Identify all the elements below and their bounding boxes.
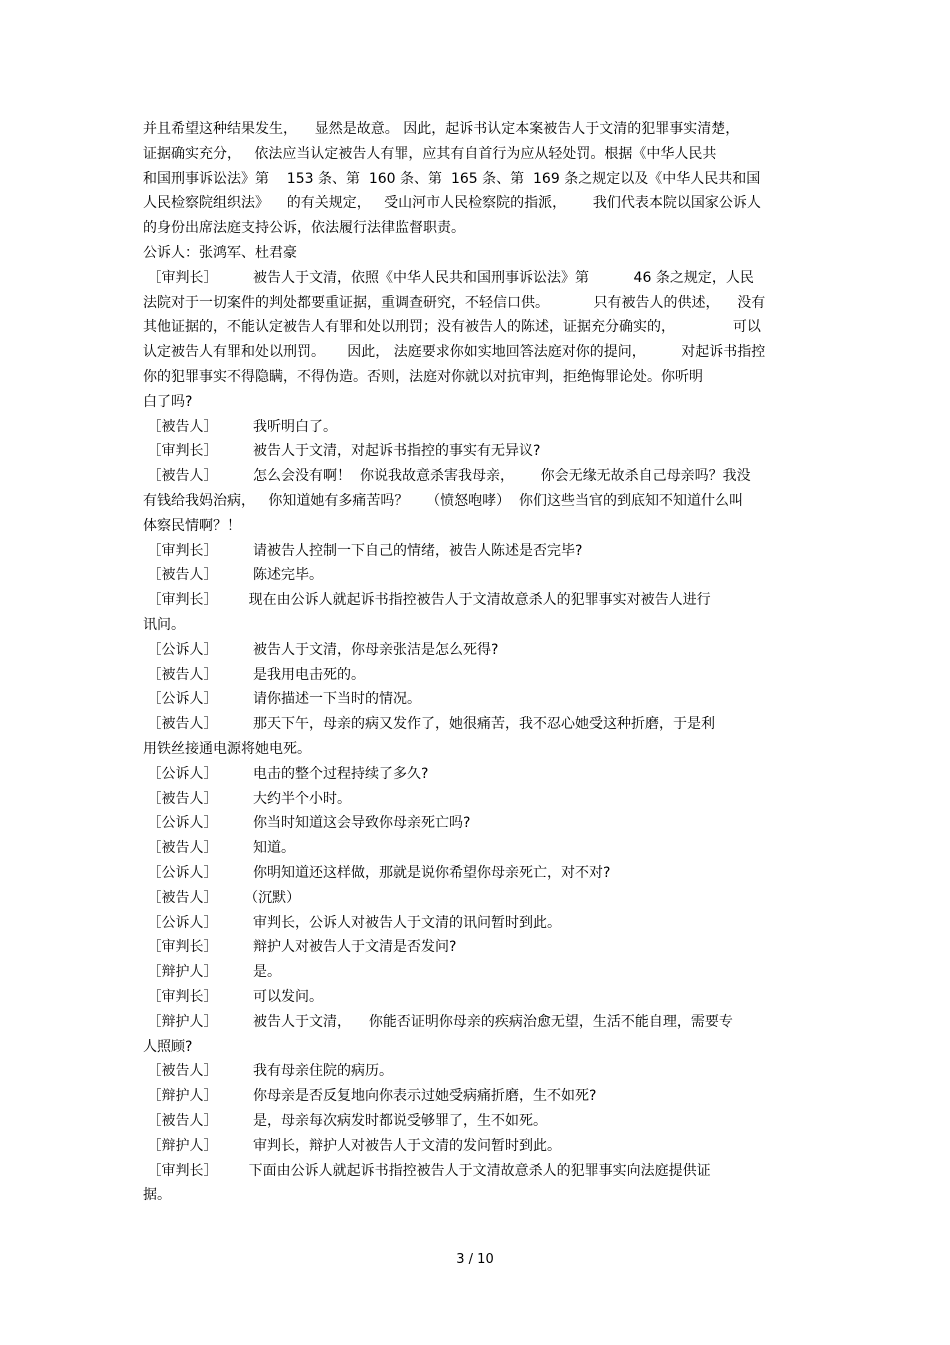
text-line: 认定被告人有罪和处以刑罚。 因此， 法庭要求你如实地回答法庭对你的提问， 对起诉书指控 <box>143 344 766 361</box>
text-line: ［辩护人］ 你母亲是否反复地向你表示过她受病痛折磨，生不如死? <box>143 1088 597 1105</box>
text-line: ［被告人］ 大约半个小时。 <box>143 790 352 807</box>
text-line: 法院对于一切案件的判处都要重证据，重调查研究，不轻信口供。 只有被告人的供述， 没有 <box>143 294 766 311</box>
text-line: 的身份出席法庭支持公诉，依法履行法律监督职责。 <box>143 220 465 237</box>
text-line: ［被告人］ 是我用电击死的。 <box>143 666 366 683</box>
text-line: ［公诉人］ 你当时知道这会导致你母亲死亡吗? <box>143 815 471 832</box>
text-line: ［被告人］ 我有母亲住院的病历。 <box>143 1063 394 1080</box>
text-line: 有钱给我妈治病， 你知道她有多痛苦吗？ （愤怒咆哮） 你们这些当官的到底知不知道什么叫 <box>143 493 744 509</box>
text-line: 和国刑事诉讼法》第 153 条、第 160 条、第 165 条、第 169 条之规定以及《中华人民共和国 <box>143 170 761 187</box>
text-line: ［公诉人］ 请你描述一下当时的情况。 <box>143 691 422 708</box>
text-line: 白了吗? <box>143 393 193 410</box>
text-line: ［被告人］ 是，母亲每次病发时都说受够罪了，生不如死。 <box>143 1113 548 1129</box>
text-line: ［公诉人］ 被告人于文清，你母亲张洁是怎么死得? <box>143 641 499 658</box>
text-line: ［被告人］ 我听明白了。 <box>143 418 338 435</box>
text-line: ［公诉人］ 审判长，公诉人对被告人于文清的讯问暂时到此。 <box>143 914 562 931</box>
text-line: 并且希望这种结果发生， 显然是故意。 因此，起诉书认定本案被告人于文清的犯罪事实清楚， <box>143 121 740 137</box>
text-line: ［被告人］ 怎么会没有啊！ 你说我故意杀害我母亲， 你会无缘无故杀自己母亲吗？我没 <box>143 468 751 485</box>
text-line: ［审判长］ 请被告人控制一下自己的情绪，被告人陈述是否完毕? <box>143 542 583 559</box>
text-line: ［被告人］ 知道。 <box>143 840 296 857</box>
text-line: 证据确实充分， 依法应当认定被告人有罪，应其有自首行为应从轻处罚。根据《中华人民共 <box>143 145 717 162</box>
text-line: ［辩护人］ 是。 <box>143 964 282 981</box>
text-line: ［审判长］ 被告人于文清，对起诉书指控的事实有无异议? <box>143 443 541 460</box>
text-line: 你的犯罪事实不得隐瞒，不得伪造。否则，法庭对你就以对抗审判，拒绝悔罪论处。你听明 <box>143 369 703 385</box>
text-line: 其他证据的，不能认定被告人有罪和处以刑罚；没有被告人的陈述，证据充分确实的， 可以 <box>143 319 761 336</box>
text-line: ［辩护人］ 审判长，辩护人对被告人于文清的发问暂时到此。 <box>143 1137 562 1154</box>
text-line: 人民检察院组织法》 的有关规定， 受山河市人民检察院的指派， 我们代表本院以国家公诉人 <box>143 195 761 212</box>
text-line: ［审判长］ 被告人于文清，依照《中华人民共和国刑事诉讼法》第 46 条之规定，人民 <box>143 269 754 286</box>
text-line: ［被告人］ 陈述完毕。 <box>143 567 324 584</box>
text-line: ［审判长］ 下面由公诉人就起诉书指控被告人于文清故意杀人的犯罪事实向法庭提供证 <box>143 1162 711 1179</box>
text-line: ［审判长］ 辩护人对被告人于文清是否发问? <box>143 939 457 956</box>
text-line: ［辩护人］ 被告人于文清， 你能否证明你母亲的疾病治愈无望，生活不能自理，需要专 <box>143 1013 733 1030</box>
text-line: ［被告人］ （沉默） <box>143 889 301 906</box>
text-line: 据。 <box>143 1187 171 1204</box>
text-line: 公诉人：张鸿军、杜君豪 <box>143 245 297 261</box>
text-line: ［被告人］ 那天下午，母亲的病又发作了，她很痛苦，我不忍心她受这种折磨，于是利 <box>143 716 716 733</box>
text-line: 讯问。 <box>143 617 185 633</box>
page-number: 3 / 10 <box>456 1252 494 1267</box>
text-line: 人照顾? <box>143 1038 193 1055</box>
text-line: 体察民情啊？！ <box>143 517 241 534</box>
text-line: 用铁丝接通电源将她电死。 <box>143 741 311 757</box>
text-line: ［公诉人］ 电击的整个过程持续了多久? <box>143 765 429 782</box>
text-line: ［审判长］ 可以发问。 <box>143 989 324 1005</box>
text-line: ［公诉人］ 你明知道还这样做，那就是说你希望你母亲死亡，对不对? <box>143 865 611 881</box>
text-line: ［审判长］ 现在由公诉人就起诉书指控被告人于文清故意杀人的犯罪事实对被告人进行 <box>143 592 711 609</box>
